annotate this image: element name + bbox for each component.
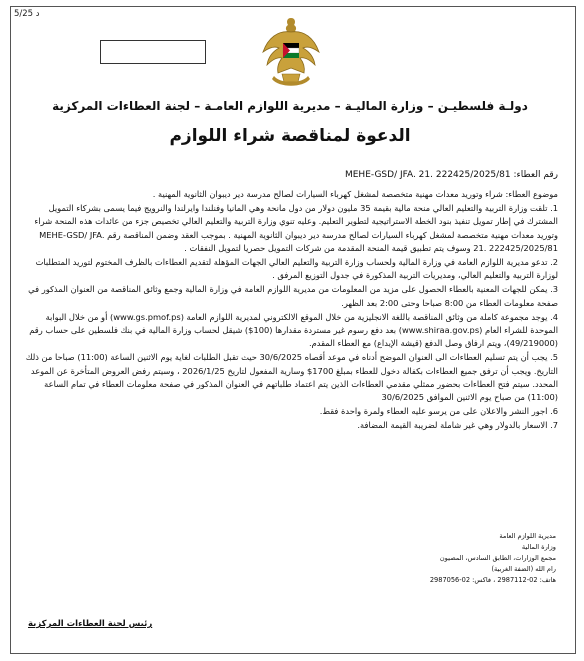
address-phone-fax: هاتف: 02-2987112 ، فاكس: 02-2987056: [429, 576, 556, 584]
tender-paragraph-1: 1. تلقت وزارة التربية والتعليم العالي منحة مالية بقيمة 35 مليون دولار من دول مانحة وهي المانيا وفنلندا وايرلندا والنرويج فيما يسمى بشركاء التمويل المشترك في إطار تمويل تنفيذ بنود الخطة الاستراتيجية لتطوير التعليم. وعليه تنوي وزارة التربية والتعليم العالي تخصيص جزء من عائدات هذه المنحة شراء وتوريد معدات مهنية متخصصة لمشغل كهرباء السيارات لصالح مدرسة دير ديبوان الثانوية المهنية . بموجب العقد وضمن المناقصة رقم MEHE-GSD/ JFA. 21. 222425/2025/81 وسوف يتم تطبيق قيمة المنحة المقدمة من شركات التمويل حصريا لتمويل النفقات .: [34, 203, 558, 253]
committee-signature: رئيس لجنة العطاءات المركزية: [28, 619, 153, 629]
contact-address: [430, 531, 556, 586]
tender-paragraph-5: 5. يجب أن يتم تسليم العطاءات الى العنوان الموضح أدناه في موعد أقصاه 30/6/2025 حيث تقبل الطلبات لغاية يوم الاثنين الساعة (11:00) صباحا من ذلك التاريخ. ويجب أن ترفق جميع العطاءات بكفالة دخول للعطاء بمبلغ 1700$ وسارية المفعول لتاريخ 2026/1/25 ، وسيتم رفض العروض المتأخرة عن الموعد المحدد. سيتم فتح العطاءات بحضور ممثلي مقدمي العطاءات الذين يتم اعتماد طلباتهم في العنوان المذكور في صفحة معلومات العطاء في تمام الساعة (11:00) من صباح يوم الاثنين الموافق 30/6/2025: [25, 352, 558, 403]
government-header: دولـة فلسطيـن – وزارة الماليـة – مديرية اللوازم العامـة – لجنة العطاءات المركزية: [52, 99, 528, 113]
tender-reference: [345, 170, 558, 180]
tender-body: [24, 188, 558, 434]
empty-stamp-box: [100, 40, 206, 64]
tender-paragraph-7: 7. الاسعار بالدولار وهي غير شاملة لضريبة القيمة المضافة.: [357, 420, 558, 431]
address-line: مجمع الوزارات، الطابق السادس، المصيون: [439, 554, 556, 562]
address-line: مديرية اللوازم العامة: [499, 532, 556, 540]
tender-subject: موضوع العطاء: شراء وتوريد معدات مهنية متخصصة لمشغل كهرباء السيارات لصالح مدرسة دير ديبوان الثانوية المهنية .: [152, 189, 558, 199]
tender-paragraph-4: 4. يوجد مجموعة كاملة من وثائق المناقصة باللغة الانجليزية من خلال الموقع الالكتروني لمديرية اللوازم العامة (www.gs.pmof.ps) أو من خلال البوابة الموحدة للشراء العام (www.shiraa.gov.ps) بعد دفع رسوم غير مستردة مقدارها (100$) شيقل لحساب وزارة المالية في بنك فلسطين على حساب رقم (49/219000)، ويتم ارفاق وصل الدفع (قيشة الإيداع) مع العطاء المقدم.: [29, 311, 558, 349]
palestine-eagle-emblem-icon: [260, 12, 322, 96]
tender-reference-label: رقم العطاء:: [513, 170, 558, 180]
page-number: 5/25 د: [14, 9, 40, 19]
tender-reference-number: MEHE-GSD/ JFA. 21. 222425/2025/81: [344, 170, 511, 180]
page-title: الدعوة لمناقصة شراء اللوازم: [169, 126, 411, 146]
tender-paragraph-3: 3. يمكن للجهات المعنية بالعطاء الحصول على مزيد من المعلومات من مديرية اللوازم العامة في وزارة المالية وجمع وثائق المناقصة من العنوان المذكور في صفحة معلومات العطاء من 8:00 صباحا وحتى 2:00 بعد الظهر.: [28, 284, 558, 308]
address-line: وزارة المالية: [521, 543, 556, 551]
flag-shield-icon: [283, 43, 299, 58]
address-line: رام الله (الضفة الغربية): [491, 565, 556, 573]
tender-paragraph-6: 6. اجور النشر والاعلان على من يرسو عليه العطاء ولمرة واحدة فقط.: [319, 406, 558, 417]
tender-paragraph-2: 2. تدعو مديرية اللوازم العامة في وزارة المالية ولحساب وزارة التربية والتعليم العالي الجهات المؤهلة لتقديم العطاءات بالظرف المختوم لتوريد المتطلبات لوزارة التربية والتعليم العالي، ومديريات التربية المذكورة في جدول التوزيع المرفق .: [35, 257, 558, 281]
